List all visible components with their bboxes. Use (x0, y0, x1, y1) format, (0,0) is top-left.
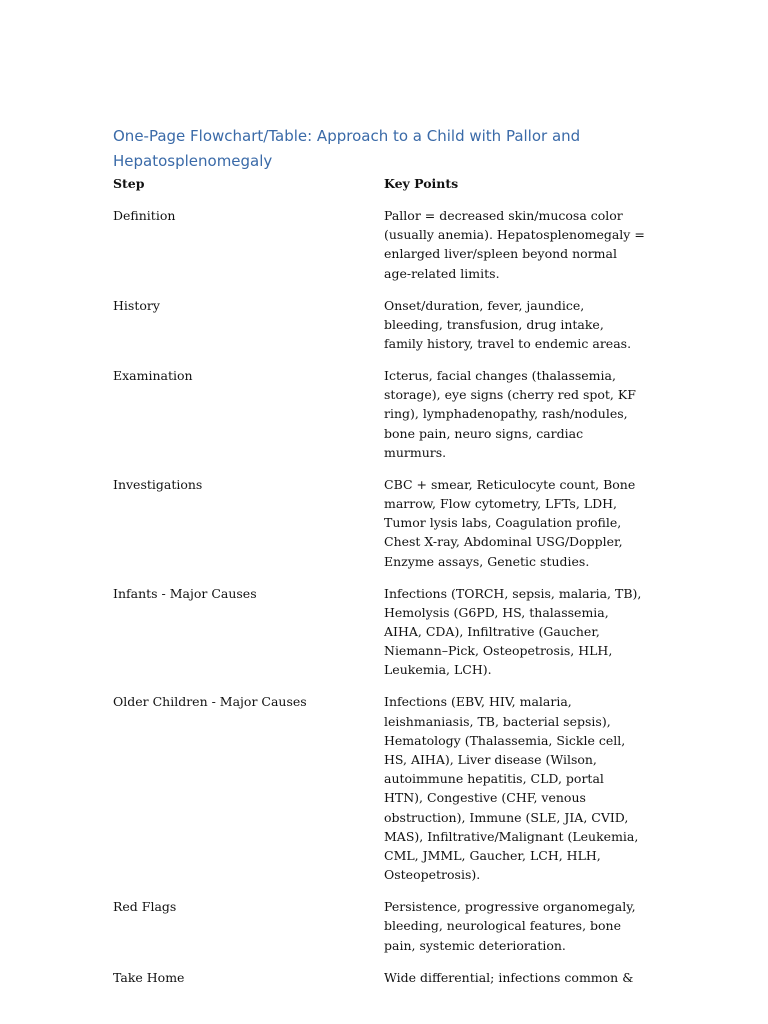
column-header-key-points: Key Points (384, 176, 459, 191)
step-cell: Older Children - Major Causes (113, 694, 307, 710)
table-row-examination (113, 366, 653, 462)
key-points-cell: CBC + smear, Reticulocyte count, Bone marrow, Flow cytometry, LFTs, LDH, Tumor lysis labs, Coagulation profile, Chest X-ray, Abdominal USG/Doppler, Enzyme assays, Genetic studies. (384, 476, 636, 569)
key-points-table (113, 174, 653, 987)
column-header-step: Step (113, 176, 145, 191)
table-row-take-home (113, 968, 653, 987)
key-points-cell: Persistence, progressive organomegaly, bleeding, neurological features, bone pain, systemic deterioration. (384, 899, 636, 953)
step-cell: Take Home (113, 969, 185, 985)
key-points-cell: Infections (EBV, HIV, malaria, leishmaniasis, TB, bacterial sepsis), Hematology (Thalassemia, Sickle cell, HS, AIHA), Liver disease (Wilson, autoimmune hepatitis, CLD, portal HTN), Congestive (CHF, venous obstruction), Immune (SLE, JIA, CVID, MAS), Infiltrative/Malignant (Leukemia, CML, JMML, Gaucher, LCH, HLH, Osteopetrosis). (384, 694, 639, 883)
table-row-infants-major-causes (113, 584, 653, 680)
table-row-red-flags (113, 897, 653, 955)
step-cell: Infants - Major Causes (113, 585, 257, 601)
table-header-row (113, 174, 653, 193)
key-points-cell: Onset/duration, fever, jaundice, bleeding, transfusion, drug intake, family history, travel to endemic areas. (384, 297, 632, 352)
table-row-history (113, 296, 653, 354)
key-points-cell: Wide differential; infections common & (384, 969, 634, 985)
table-row-definition (113, 206, 653, 283)
table-row-investigations (113, 475, 653, 571)
table-row-older-children-major-causes (113, 692, 653, 884)
step-cell: Investigations (113, 476, 203, 492)
step-cell: Examination (113, 368, 193, 384)
key-points-cell: Infections (TORCH, sepsis, malaria, TB), Hemolysis (G6PD, HS, thalassemia, AIHA, CDA), Infiltrative (Gaucher, Niemann–Pick, Osteopetrosis, HLH, Leukemia, LCH). (384, 585, 642, 678)
step-cell: Definition (113, 208, 176, 223)
key-points-cell: Icterus, facial changes (thalassemia, storage), eye signs (cherry red spot, KF ring), lymphadenopathy, rash/nodules, bone pain, neuro signs, cardiac murmurs. (384, 368, 636, 460)
step-cell: Red Flags (113, 899, 177, 915)
key-points-cell: Pallor = decreased skin/mucosa color (usually anemia). Hepatosplenomegaly = enlarged liver/spleen beyond normal age-related limits. (384, 208, 645, 281)
document-title: One-Page Flowchart/Table: Approach to a Child with Pallor and Hepatosplenomegaly (113, 127, 581, 170)
step-cell: History (113, 297, 160, 313)
